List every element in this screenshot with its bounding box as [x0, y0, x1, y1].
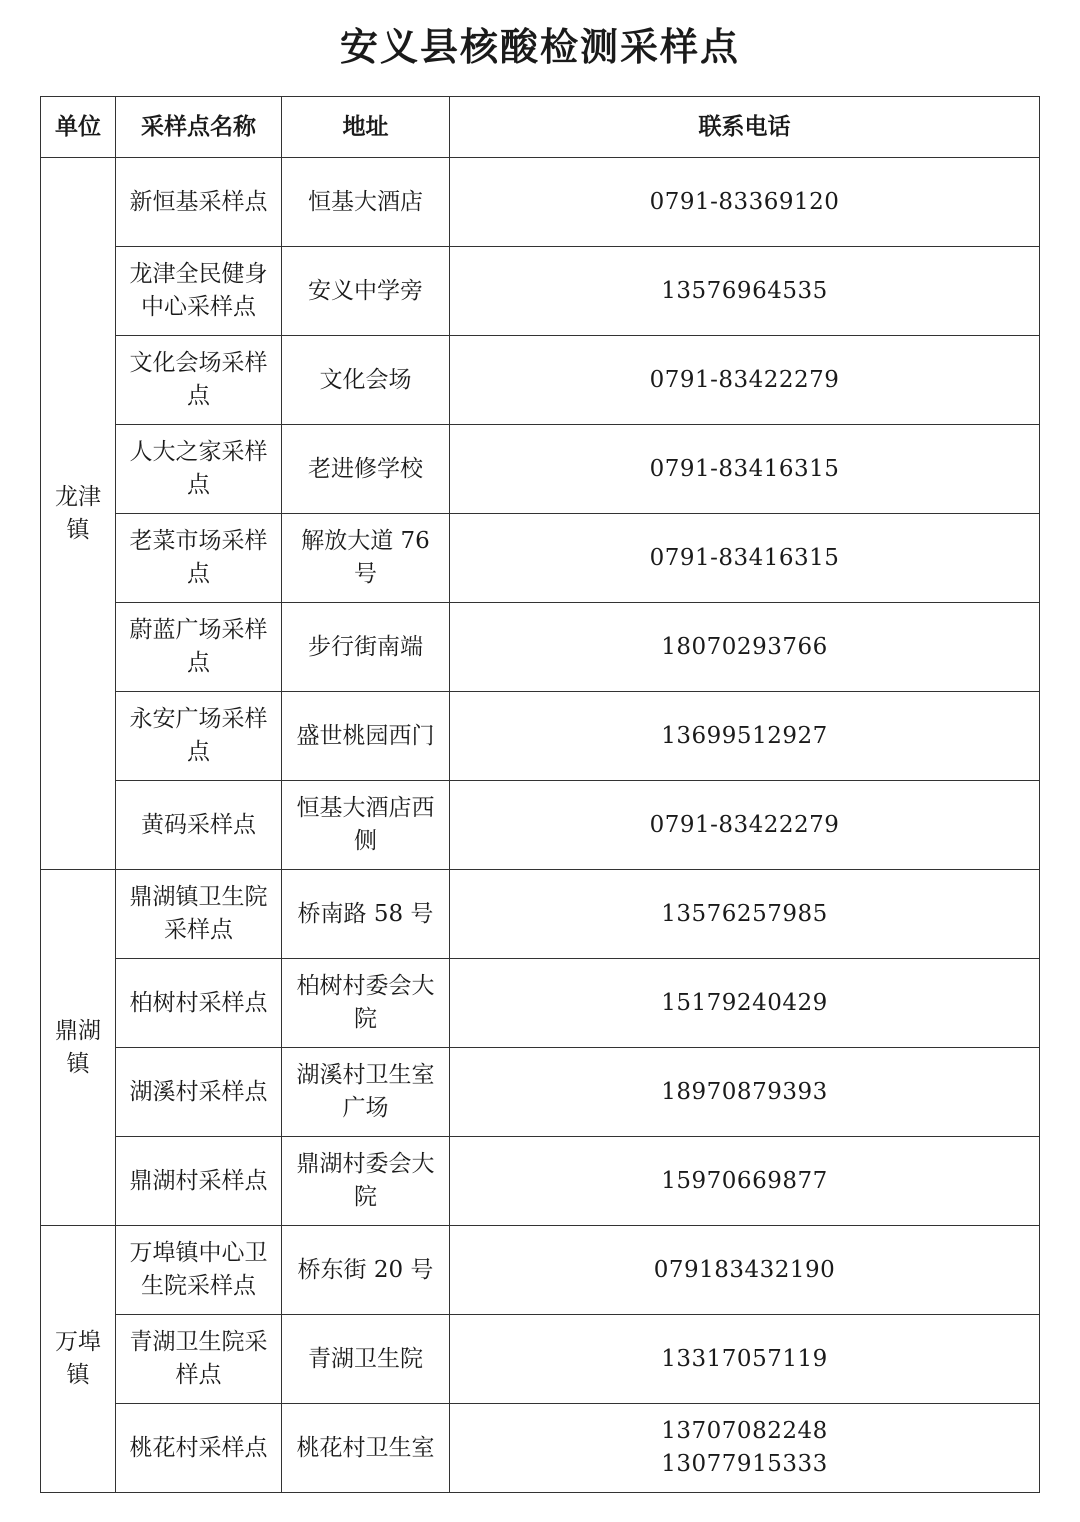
phone-cell: [450, 959, 1040, 1048]
phone-cell: [450, 781, 1040, 870]
address-cell: 盛世桃园西门: [282, 692, 450, 781]
site-name-cell: 青湖卫生院采样点: [116, 1315, 282, 1404]
phone-number: 13699512927: [661, 722, 828, 749]
phone-cell: [450, 425, 1040, 514]
table-row: [41, 336, 1040, 425]
address-cell: 安义中学旁: [282, 247, 450, 336]
table-header-row: [41, 97, 1040, 158]
phone-cell: [450, 514, 1040, 603]
phone-number: 13077915333: [661, 1451, 828, 1477]
header-phone: 联系电话: [450, 97, 1040, 158]
phone-cell: [450, 1404, 1040, 1493]
site-name-cell: 老菜市场采样点: [116, 514, 282, 603]
page-title: 安义县核酸检测采样点: [339, 25, 740, 69]
site-name-cell: 桃花村采样点: [116, 1404, 282, 1493]
phone-number: 13576257985: [661, 900, 828, 927]
unit-cell: 万埠镇: [41, 1226, 116, 1493]
address-cell: 恒基大酒店: [282, 158, 450, 247]
table-row: [41, 603, 1040, 692]
phone-cell: [450, 158, 1040, 247]
phone-number: 0791-83416315: [649, 544, 840, 571]
header-site-name: 采样点名称: [116, 97, 282, 158]
phone-cell: [450, 1137, 1040, 1226]
address-cell: 恒基大酒店西侧: [282, 781, 450, 870]
site-name-cell: 湖溪村采样点: [116, 1048, 282, 1137]
address-cell: 青湖卫生院: [282, 1315, 450, 1404]
phone-number: 13576964535: [661, 277, 828, 304]
phone-cell: [450, 1048, 1040, 1137]
table-row: [41, 781, 1040, 870]
phone-cell: [450, 692, 1040, 781]
phone-number: 13317057119: [661, 1345, 828, 1372]
site-name-cell: 鼎湖村采样点: [116, 1137, 282, 1226]
site-name-cell: 龙津全民健身中心采样点: [116, 247, 282, 336]
address-cell: 桥东街 20 号: [282, 1226, 450, 1315]
phone-number: 0791-83422279: [649, 366, 840, 393]
address-cell: 解放大道 76 号: [282, 514, 450, 603]
phone-number: 0791-83422279: [649, 811, 840, 838]
site-name-cell: 柏树村采样点: [116, 959, 282, 1048]
address-cell: 步行街南端: [282, 603, 450, 692]
table-row: [41, 158, 1040, 247]
table-row: [41, 1226, 1040, 1315]
site-name-cell: 蔚蓝广场采样点: [116, 603, 282, 692]
table-row: [41, 425, 1040, 514]
table-row: [41, 247, 1040, 336]
header-unit: 单位: [41, 97, 116, 158]
site-name-cell: 万埠镇中心卫生院采样点: [116, 1226, 282, 1315]
table-row: [41, 959, 1040, 1048]
site-name-cell: 人大之家采样点: [116, 425, 282, 514]
table-row: [41, 1404, 1040, 1493]
phone-number: 0791-83416315: [649, 455, 840, 482]
table-row: [41, 1137, 1040, 1226]
site-name-cell: 新恒基采样点: [116, 158, 282, 247]
address-cell: 鼎湖村委会大院: [282, 1137, 450, 1226]
phone-number: 18970879393: [661, 1078, 828, 1105]
table-body: [41, 158, 1040, 1493]
address-cell: 桥南路 58 号: [282, 870, 450, 959]
phone-cell: [450, 336, 1040, 425]
phone-number: 079183432190: [653, 1256, 836, 1283]
address-cell: 桃花村卫生室: [282, 1404, 450, 1493]
phone-cell: [450, 1315, 1040, 1404]
address-cell: 老进修学校: [282, 425, 450, 514]
address-cell: 柏树村委会大院: [282, 959, 450, 1048]
header-address: 地址: [282, 97, 450, 158]
table-row: [41, 1048, 1040, 1137]
site-name-cell: 文化会场采样点: [116, 336, 282, 425]
phone-number: 18070293766: [661, 633, 828, 660]
phone-number: 15179240429: [661, 989, 828, 1016]
table-row: [41, 514, 1040, 603]
phone-cell: [450, 603, 1040, 692]
unit-cell: 龙津镇: [41, 158, 116, 870]
phone-cell: [450, 1226, 1040, 1315]
site-name-cell: 永安广场采样点: [116, 692, 282, 781]
address-cell: 文化会场: [282, 336, 450, 425]
sampling-sites-table: [40, 96, 1040, 1493]
table-row: [41, 1315, 1040, 1404]
site-name-cell: 鼎湖镇卫生院采样点: [116, 870, 282, 959]
phone-number: 13707082248: [661, 1418, 828, 1444]
phone-number: 0791-83369120: [649, 188, 840, 215]
phone-cell: [450, 870, 1040, 959]
unit-cell: 鼎湖镇: [41, 870, 116, 1226]
table-row: [41, 870, 1040, 959]
phone-cell: [450, 247, 1040, 336]
table-row: [41, 692, 1040, 781]
site-name-cell: 黄码采样点: [116, 781, 282, 870]
address-cell: 湖溪村卫生室广场: [282, 1048, 450, 1137]
phone-number: 15970669877: [661, 1167, 828, 1194]
